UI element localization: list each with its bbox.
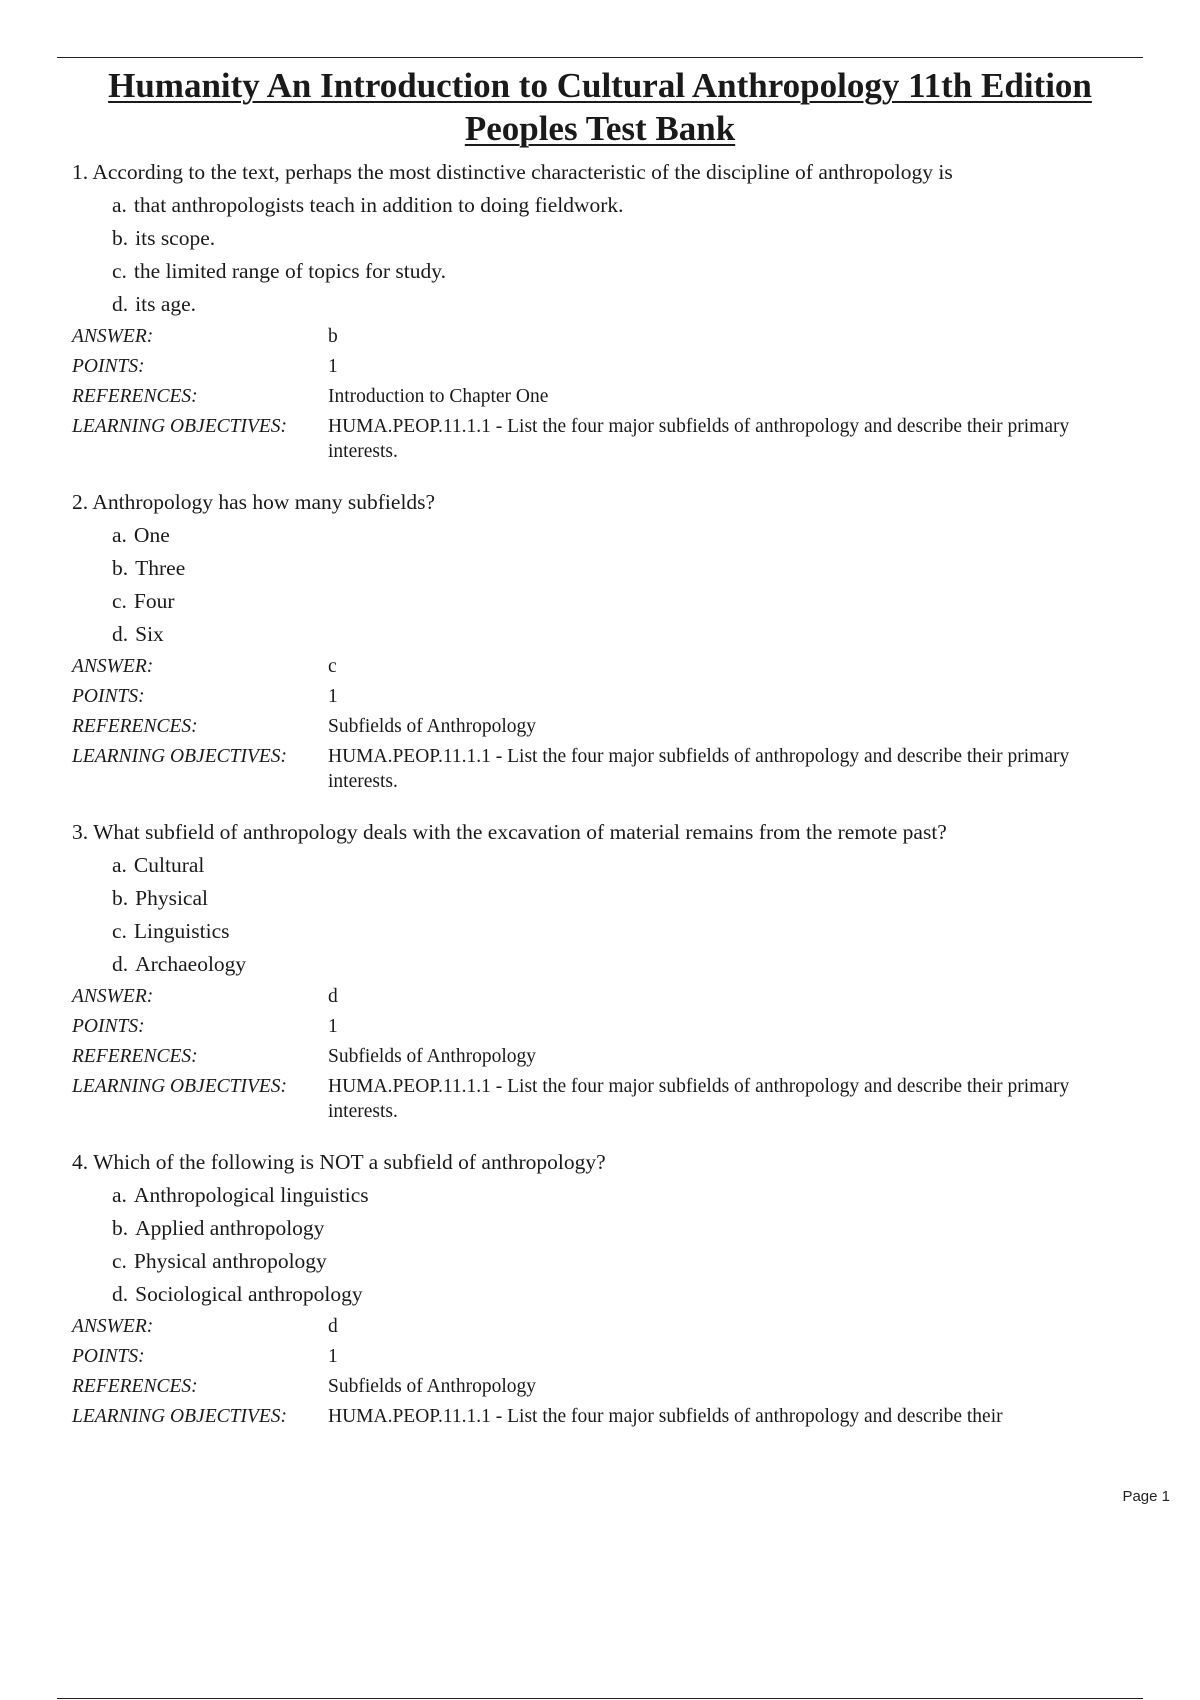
option-letter: b. xyxy=(112,1216,129,1240)
option-letter: d. xyxy=(112,1282,129,1306)
references-value: Subfields of Anthropology xyxy=(328,1046,536,1067)
answer-value: d xyxy=(328,1316,338,1337)
answer-label: ANSWER: xyxy=(72,656,154,677)
answer-options xyxy=(72,520,1102,649)
answer-label: ANSWER: xyxy=(72,1316,154,1337)
option-d xyxy=(72,1279,1102,1309)
points-value: 1 xyxy=(328,1016,338,1037)
option-c xyxy=(72,586,1102,616)
learning-objectives-value: HUMA.PEOP.11.1.1 - List the four major subfields of anthropology and describe their primary interests. xyxy=(328,746,1070,792)
question-metadata xyxy=(72,652,1102,796)
references-value: Introduction to Chapter One xyxy=(328,386,549,407)
option-text: Six xyxy=(135,622,164,646)
answer-value: b xyxy=(328,326,338,347)
option-letter: a. xyxy=(112,523,127,547)
option-letter: d. xyxy=(112,622,129,646)
option-a xyxy=(72,850,1102,880)
document-title xyxy=(57,64,1143,150)
points-value: 1 xyxy=(328,1346,338,1367)
question-stem: 1. According to the text, perhaps the most distinctive characteristic of the discipline of anthropology is xyxy=(72,160,953,184)
option-text: its scope. xyxy=(135,226,216,250)
option-text: Archaeology xyxy=(135,952,247,976)
bottom-rule xyxy=(57,1698,1143,1699)
option-text: Anthropological linguistics xyxy=(133,1183,369,1207)
option-text: Applied anthropology xyxy=(135,1216,325,1240)
option-text: Physical xyxy=(135,886,208,910)
option-letter: a. xyxy=(112,853,127,877)
option-b xyxy=(72,223,1102,253)
option-d xyxy=(72,619,1102,649)
option-a xyxy=(72,520,1102,550)
option-d xyxy=(72,949,1102,979)
answer-options xyxy=(72,190,1102,319)
option-a xyxy=(72,190,1102,220)
answer-label: ANSWER: xyxy=(72,326,154,347)
option-letter: b. xyxy=(112,886,129,910)
learning-objectives-label: LEARNING OBJECTIVES: xyxy=(72,746,288,767)
option-letter: a. xyxy=(112,193,127,217)
references-label: REFERENCES: xyxy=(72,1376,198,1397)
points-label: POINTS: xyxy=(72,356,145,377)
answer-label: ANSWER: xyxy=(72,986,154,1007)
question-stem: 4. Which of the following is NOT a subfield of anthropology? xyxy=(72,1150,606,1174)
learning-objectives-label: LEARNING OBJECTIVES: xyxy=(72,416,288,437)
question-metadata xyxy=(72,982,1102,1126)
option-letter: d. xyxy=(112,952,129,976)
option-text: Sociological anthropology xyxy=(135,1282,363,1306)
option-letter: c. xyxy=(112,259,127,283)
option-letter: a. xyxy=(112,1183,127,1207)
question-3 xyxy=(72,818,1102,1126)
option-text: its age. xyxy=(135,292,197,316)
points-label: POINTS: xyxy=(72,1016,145,1037)
option-a xyxy=(72,1180,1102,1210)
answer-options xyxy=(72,1180,1102,1309)
option-text: the limited range of topics for study. xyxy=(133,259,446,283)
question-metadata xyxy=(72,322,1102,466)
option-text: One xyxy=(133,523,170,547)
question-4 xyxy=(72,1148,1102,1432)
question-1 xyxy=(72,158,1102,466)
references-value: Subfields of Anthropology xyxy=(328,1376,536,1397)
question-list xyxy=(72,158,1102,1432)
title-line-1: Humanity An Introduction to Cultural Anthropology 11th Edition xyxy=(108,66,1092,105)
learning-objectives-label: LEARNING OBJECTIVES: xyxy=(72,1076,288,1097)
option-text: Four xyxy=(133,589,175,613)
option-text: Three xyxy=(135,556,186,580)
answer-value: c xyxy=(328,656,337,677)
learning-objectives-value: HUMA.PEOP.11.1.1 - List the four major subfields of anthropology and describe their primary interests. xyxy=(328,416,1070,462)
option-b xyxy=(72,553,1102,583)
option-letter: c. xyxy=(112,589,127,613)
option-letter: d. xyxy=(112,292,129,316)
answer-options xyxy=(72,850,1102,979)
option-c xyxy=(72,1246,1102,1276)
references-label: REFERENCES: xyxy=(72,386,198,407)
question-stem: 3. What subfield of anthropology deals with the excavation of material remains from the remote past? xyxy=(72,820,947,844)
answer-value: d xyxy=(328,986,338,1007)
option-letter: c. xyxy=(112,1249,127,1273)
top-rule xyxy=(57,57,1143,58)
option-b xyxy=(72,1213,1102,1243)
option-b xyxy=(72,883,1102,913)
points-label: POINTS: xyxy=(72,686,145,707)
option-letter: c. xyxy=(112,919,127,943)
page-number: Page 1 xyxy=(1122,1488,1170,1505)
question-stem: 2. Anthropology has how many subfields? xyxy=(72,490,436,514)
learning-objectives-value: HUMA.PEOP.11.1.1 - List the four major subfields of anthropology and describe their xyxy=(328,1406,1003,1427)
option-text: Cultural xyxy=(133,853,205,877)
question-metadata xyxy=(72,1312,1102,1432)
learning-objectives-label: LEARNING OBJECTIVES: xyxy=(72,1406,288,1427)
references-label: REFERENCES: xyxy=(72,1046,198,1067)
references-value: Subfields of Anthropology xyxy=(328,716,536,737)
points-value: 1 xyxy=(328,686,338,707)
title-line-2: Peoples Test Bank xyxy=(464,109,736,148)
question-2 xyxy=(72,488,1102,796)
option-text: Linguistics xyxy=(133,919,230,943)
option-letter: b. xyxy=(112,226,129,250)
option-c xyxy=(72,916,1102,946)
learning-objectives-value: HUMA.PEOP.11.1.1 - List the four major subfields of anthropology and describe their primary interests. xyxy=(328,1076,1070,1122)
option-letter: b. xyxy=(112,556,129,580)
points-value: 1 xyxy=(328,356,338,377)
option-d xyxy=(72,289,1102,319)
option-c xyxy=(72,256,1102,286)
references-label: REFERENCES: xyxy=(72,716,198,737)
option-text: that anthropologists teach in addition to doing fieldwork. xyxy=(133,193,624,217)
points-label: POINTS: xyxy=(72,1346,145,1367)
option-text: Physical anthropology xyxy=(133,1249,327,1273)
